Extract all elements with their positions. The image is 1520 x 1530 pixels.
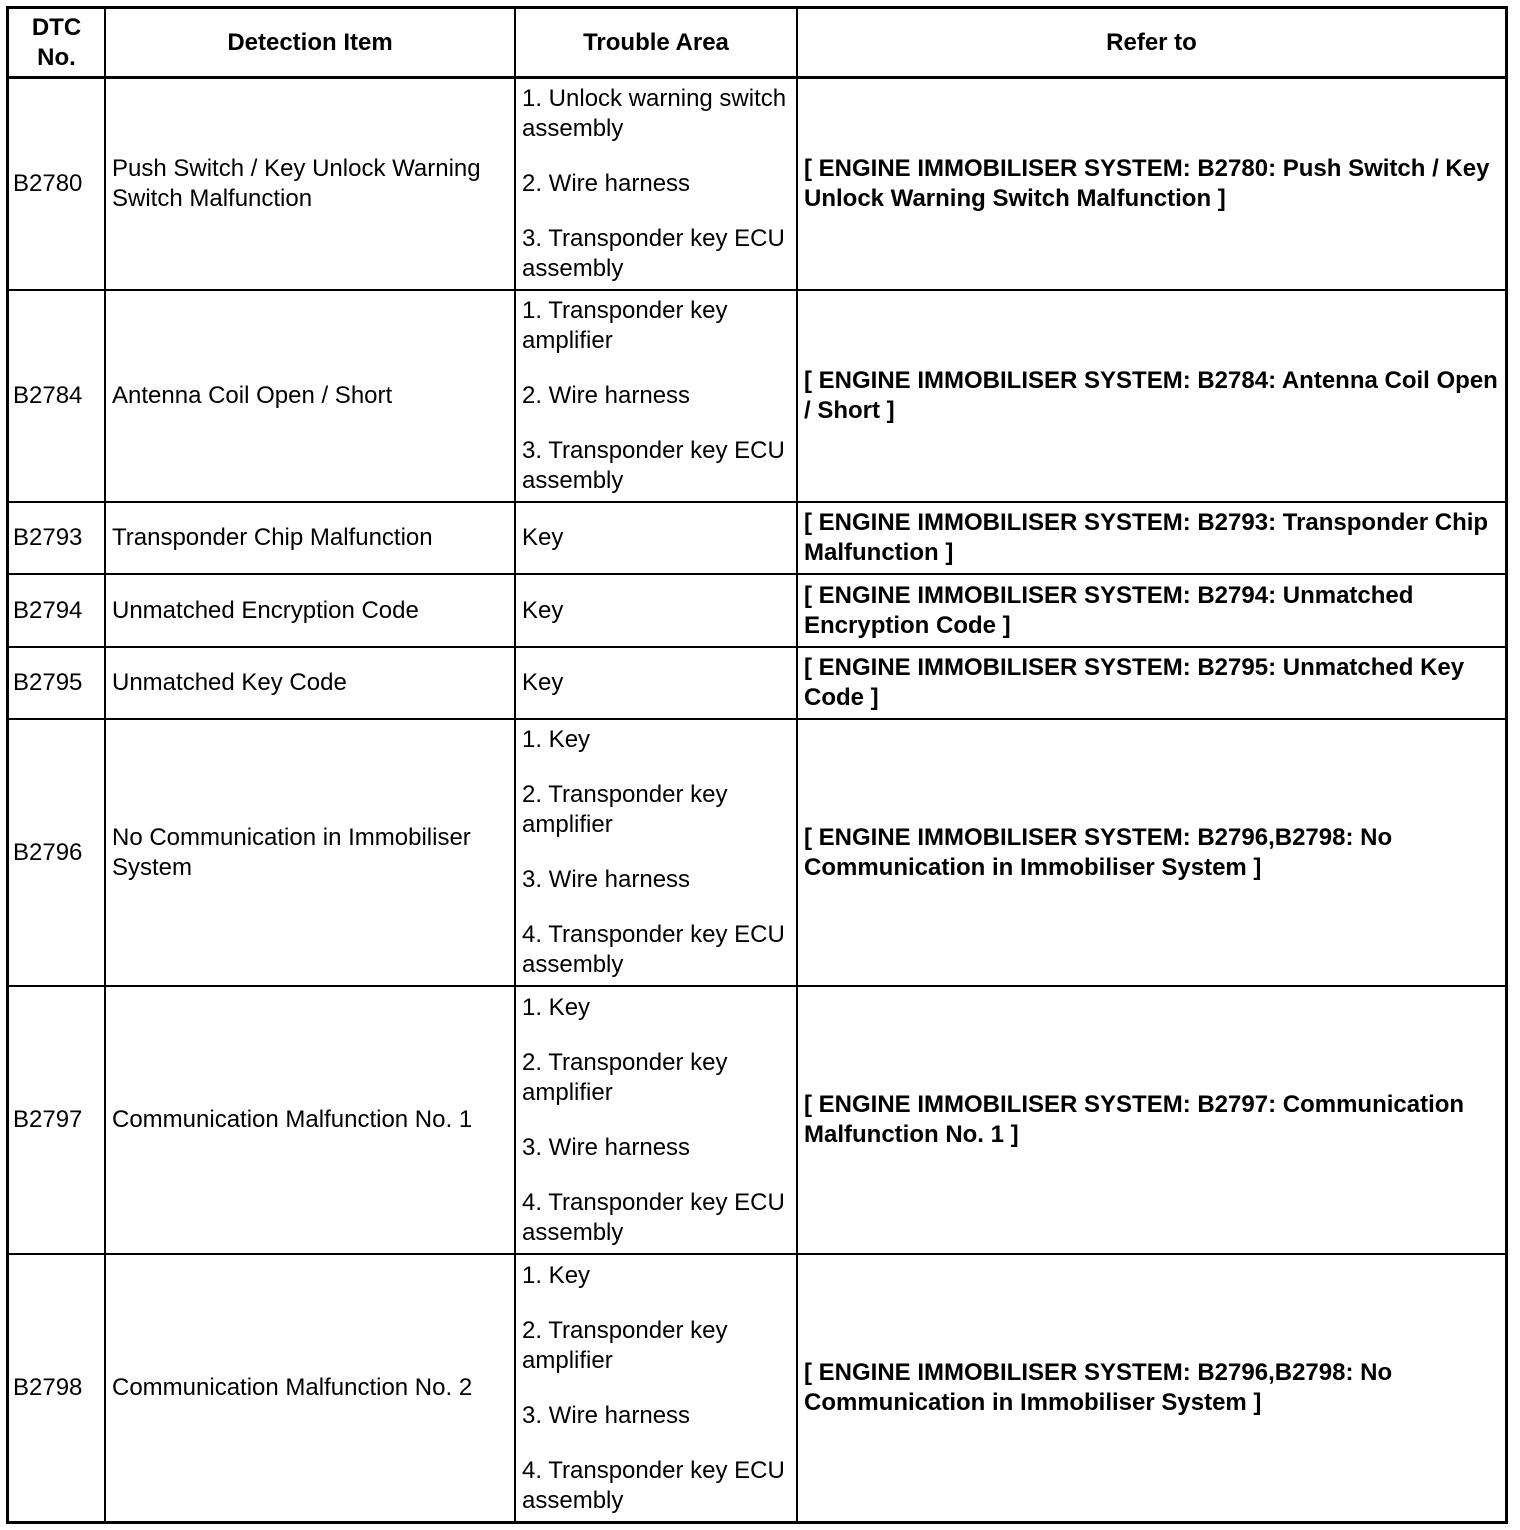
trouble-item: 2. Transponder key amplifier xyxy=(522,1316,728,1374)
detection-item: Unmatched Encryption Code xyxy=(106,575,516,648)
trouble-item: 4. Transponder key ECU assembly xyxy=(522,1188,785,1246)
refer-link[interactable]: [ ENGINE IMMOBILISER SYSTEM: B2780: Push Switch / Key Unlock Warning Switch Malfunction ] xyxy=(798,79,1505,291)
detection-item: Communication Malfunction No. 1 xyxy=(106,987,516,1255)
trouble-item: 1. Transponder key amplifier xyxy=(522,297,728,354)
refer-link[interactable]: [ ENGINE IMMOBILISER SYSTEM: B2794: Unmatched Encryption Code ] xyxy=(798,575,1505,648)
trouble-item: 1. Key xyxy=(522,1261,591,1289)
trouble-area xyxy=(516,503,798,575)
dtc-code: B2796 xyxy=(9,720,106,987)
trouble-item: Key xyxy=(522,524,564,551)
dtc-code: B2795 xyxy=(9,648,106,720)
trouble-area xyxy=(516,987,798,1255)
header-trouble-area: Trouble Area xyxy=(516,9,798,79)
trouble-item: 3. Wire harness xyxy=(522,1401,691,1429)
trouble-item: 3. Transponder key ECU assembly xyxy=(522,437,785,494)
trouble-item: 3. Wire harness xyxy=(522,1133,691,1161)
trouble-item: 1. Key xyxy=(522,726,591,753)
refer-link[interactable]: [ ENGINE IMMOBILISER SYSTEM: B2793: Transponder Chip Malfunction ] xyxy=(798,503,1505,575)
trouble-item: 1. Unlock warning switch assembly xyxy=(522,85,787,142)
trouble-item: 4. Transponder key ECU assembly xyxy=(522,921,785,978)
trouble-item: Key xyxy=(522,669,564,696)
trouble-item: 2. Wire harness xyxy=(522,170,691,197)
trouble-item: 2. Transponder key amplifier xyxy=(522,1048,728,1106)
detection-item: Push Switch / Key Unlock Warning Switch Malfunction xyxy=(106,79,516,291)
trouble-area xyxy=(516,648,798,720)
trouble-item: Key xyxy=(522,596,564,624)
dtc-code: B2780 xyxy=(9,79,106,291)
trouble-item: 4. Transponder key ECU assembly xyxy=(522,1456,785,1514)
header-dtc: DTC No. xyxy=(9,9,106,79)
trouble-area xyxy=(516,79,798,291)
trouble-area xyxy=(516,1255,798,1521)
dtc-code: B2798 xyxy=(9,1255,106,1521)
refer-link[interactable]: [ ENGINE IMMOBILISER SYSTEM: B2796,B2798: No Communication in Immobiliser System ] xyxy=(804,1359,1393,1416)
detection-item: Antenna Coil Open / Short xyxy=(106,291,516,503)
dtc-table xyxy=(6,6,1508,1524)
dtc-code: B2784 xyxy=(9,291,106,503)
dtc-code: B2797 xyxy=(9,987,106,1255)
refer-link[interactable]: [ ENGINE IMMOBILISER SYSTEM: B2784: Antenna Coil Open / Short ] xyxy=(798,291,1505,503)
trouble-item: 1. Key xyxy=(522,993,591,1021)
trouble-area xyxy=(516,720,798,987)
trouble-item: 3. Transponder key ECU assembly xyxy=(522,225,785,282)
header-refer-to: Refer to xyxy=(798,9,1505,79)
trouble-item: 2. Transponder key amplifier xyxy=(522,781,728,838)
detection-item: Unmatched Key Code xyxy=(106,648,516,720)
detection-item: Transponder Chip Malfunction xyxy=(106,503,516,575)
refer-link[interactable]: [ ENGINE IMMOBILISER SYSTEM: B2796,B2798: No Communication in Immobiliser System ] xyxy=(798,720,1505,987)
detection-item: No Communication in Immobiliser System xyxy=(106,720,516,987)
trouble-item: 2. Wire harness xyxy=(522,382,691,409)
detection-item: Communication Malfunction No. 2 xyxy=(106,1255,516,1521)
header-detection-item: Detection Item xyxy=(106,9,516,79)
refer-link[interactable]: [ ENGINE IMMOBILISER SYSTEM: B2795: Unmatched Key Code ] xyxy=(798,648,1505,720)
dtc-code: B2794 xyxy=(9,575,106,648)
trouble-item: 3. Wire harness xyxy=(522,866,691,893)
dtc-code: B2793 xyxy=(9,503,106,575)
trouble-area xyxy=(516,575,798,648)
trouble-area xyxy=(516,291,798,503)
refer-link[interactable]: [ ENGINE IMMOBILISER SYSTEM: B2797: Communication Malfunction No. 1 ] xyxy=(798,987,1505,1255)
